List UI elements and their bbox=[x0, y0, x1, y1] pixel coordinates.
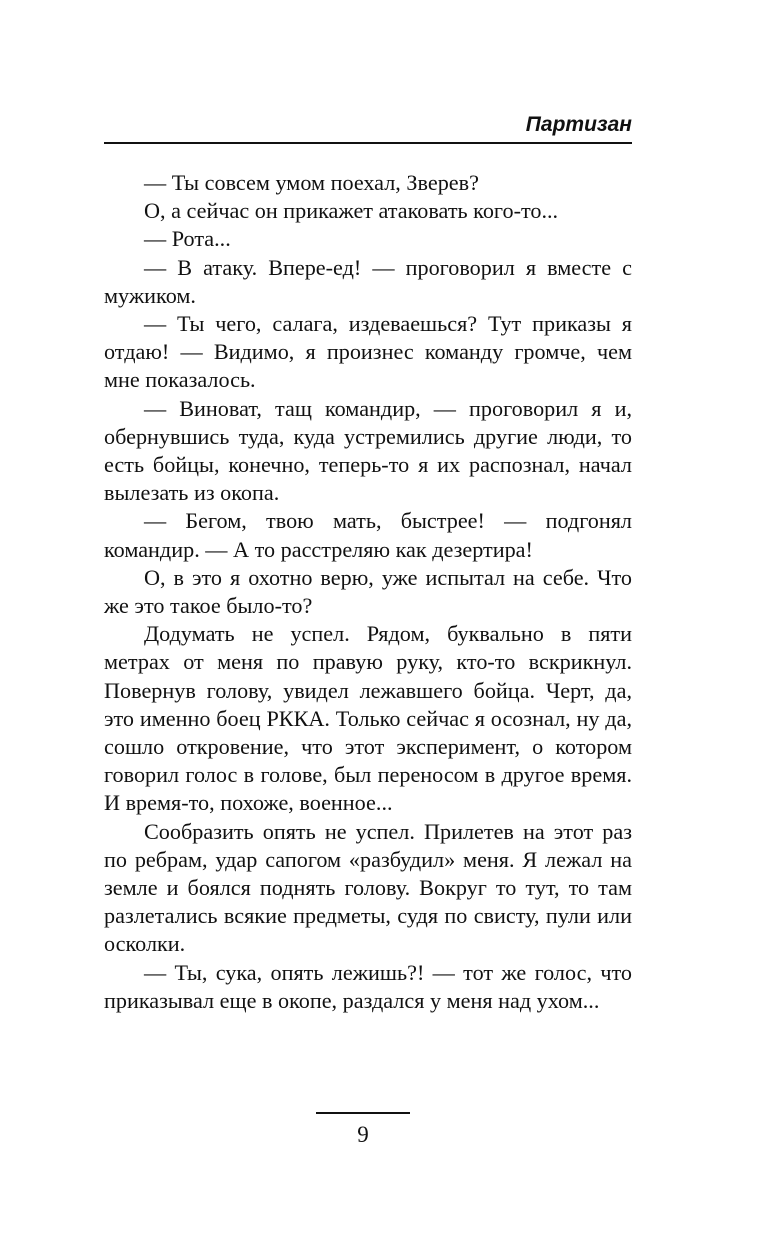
body-text bbox=[104, 169, 632, 1015]
paragraph: Сообразить опять не успел. Прилетев на этот раз по ребрам, удар сапогом «разбудил» меня. Я лежал на земле и боялся поднять голову. Вокруг то тут, то там разлетались всякие предметы, судя по свисту, пули или осколки. bbox=[104, 818, 632, 957]
paragraph: — В атаку. Впере-ед! — проговорил я вместе с мужиком. bbox=[104, 254, 632, 308]
paragraph: — Ты чего, салага, издеваешься? Тут приказы я отдаю! — Видимо, я произнес команду громче, чем мне показалось. bbox=[104, 311, 632, 393]
paragraph: О, а сейчас он прикажет атаковать кого-то... bbox=[144, 198, 559, 224]
paragraph: Додумать не успел. Рядом, буквально в пяти метрах от меня по правую руку, кто-то вскрикнул. Повернув голову, увидел лежавшего бойца. Черт, да, это именно боец РККА. Только сейчас я осознал, ну да, сошло откровение, что этот эксперимент, о котором говорил голос в голове, был переносом в другое время. И время-то, похоже, военное... bbox=[104, 621, 632, 816]
paragraph: — Ты, сука, опять лежишь?! — тот же голос, что приказывал еще в окопе, раздался у меня над ухом... bbox=[104, 959, 632, 1013]
paragraph: О, в это я охотно верю, уже испытал на себе. Что же это такое было-то? bbox=[104, 564, 632, 619]
paragraph: — Виноват, тащ командир, — проговорил я и, обернувшись туда, куда устремились другие люди, то есть бойцы, конечно, теперь-то я их распознал, начал вылезать из окопа. bbox=[104, 395, 632, 506]
footer-rule bbox=[316, 1112, 410, 1114]
running-header-title: Партизан bbox=[525, 113, 632, 136]
page-number: 9 bbox=[357, 1122, 369, 1147]
header-rule bbox=[104, 142, 632, 144]
paragraph: — Рота... bbox=[144, 226, 231, 252]
paragraph: — Бегом, твою мать, быстрее! — подгонял командир. — А то расстреляю как дезертира! bbox=[104, 508, 632, 562]
paragraph: — Ты совсем умом поехал, Зверев? bbox=[144, 170, 479, 195]
